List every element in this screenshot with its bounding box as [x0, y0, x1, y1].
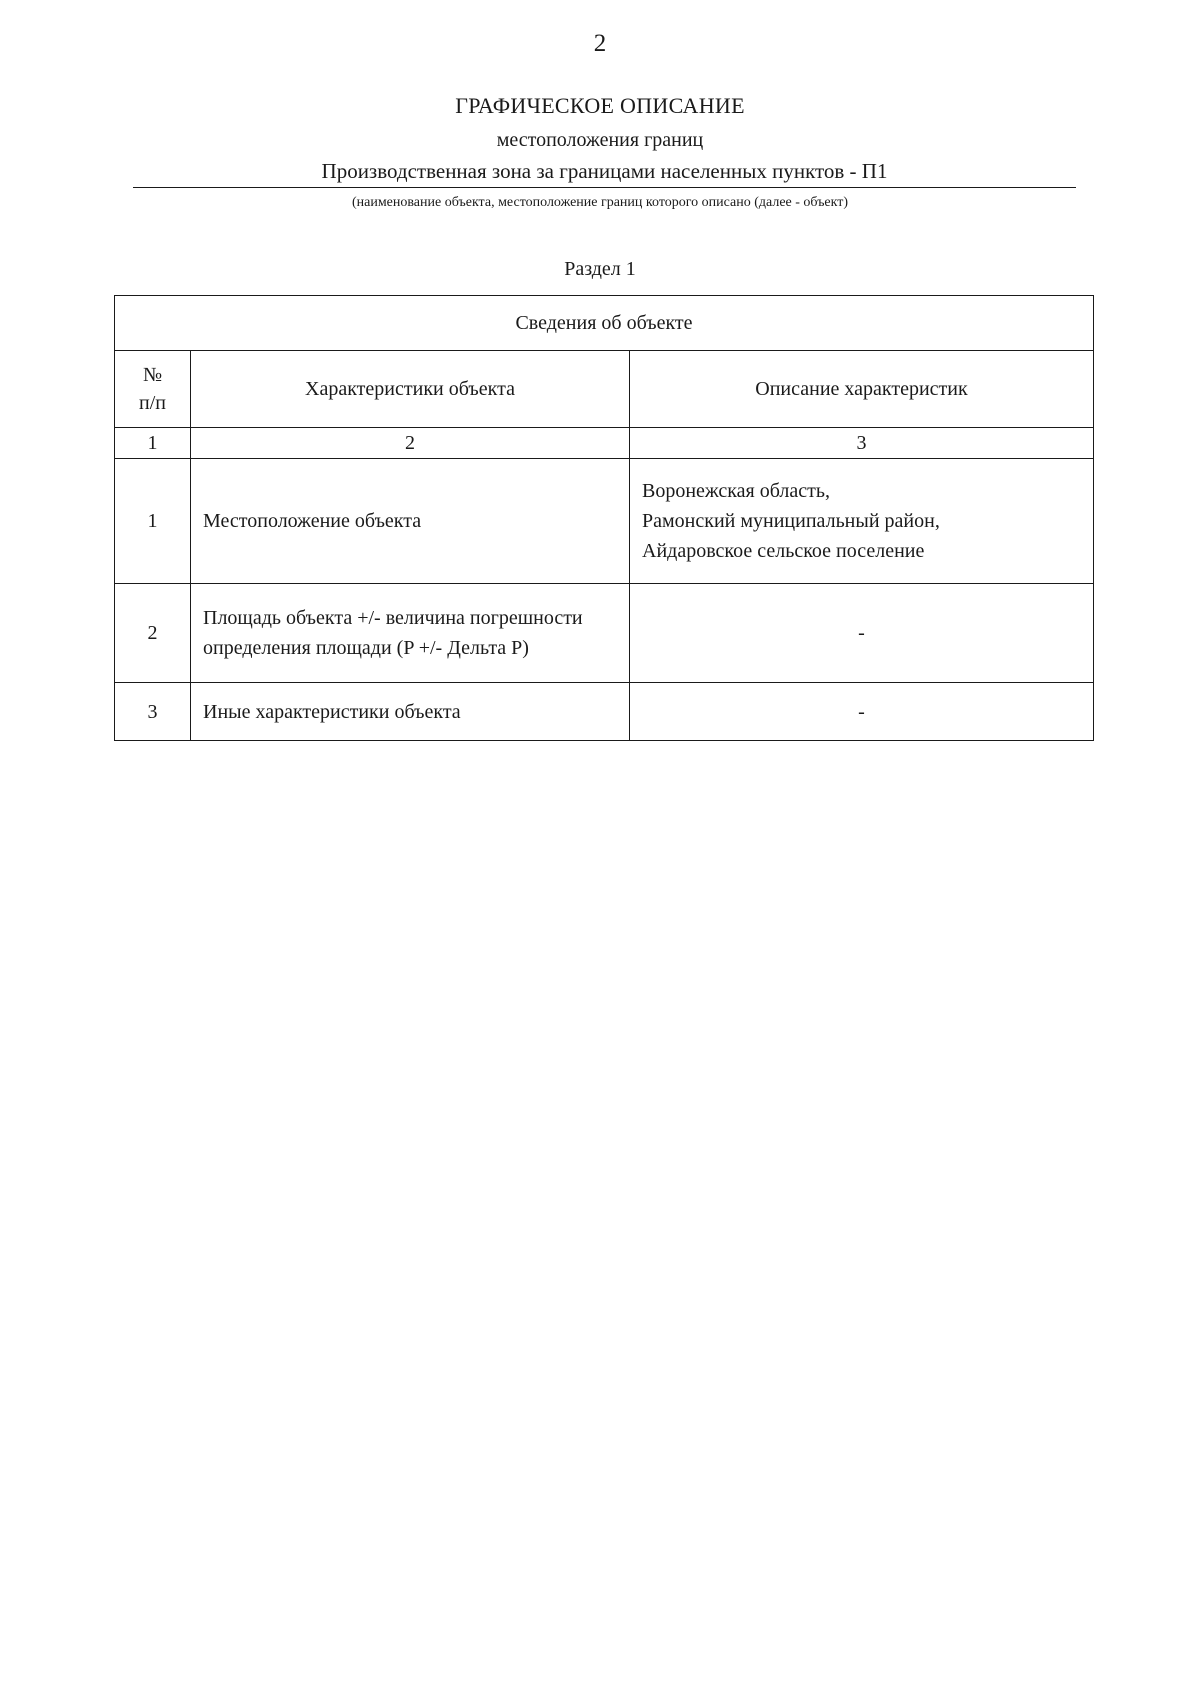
column-number: 2	[191, 428, 630, 459]
document-subtitle: местоположения границ	[496, 129, 704, 151]
row-characteristic: Площадь объекта +/- величина погрешности определения площади (P +/- Дельта P)	[191, 584, 630, 683]
table-section-row	[115, 296, 1094, 351]
table-row	[115, 584, 1094, 683]
document-title: ГРАФИЧЕСКОЕ ОПИСАНИЕ	[455, 93, 745, 118]
row-description: Воронежская область, Рамонский муниципальный район, Айдаровское сельское поселение	[630, 459, 1094, 584]
table-header-row	[115, 351, 1094, 428]
header-num: № п/п	[115, 351, 191, 428]
object-name: Производственная зона за границами населенных пунктов - П1	[133, 159, 1076, 188]
table-row	[115, 459, 1094, 584]
table-row	[115, 683, 1094, 741]
column-number: 1	[115, 428, 191, 459]
row-num: 1	[115, 459, 191, 584]
row-characteristic: Иные характеристики объекта	[191, 683, 630, 741]
row-num: 2	[115, 584, 191, 683]
object-name-caption: (наименование объекта, местоположение границ которого описано (далее - объект)	[351, 195, 849, 210]
table-section-title: Сведения об объекте	[115, 296, 1094, 351]
row-characteristic: Местоположение объекта	[191, 459, 630, 584]
table-column-numbers-row	[115, 428, 1094, 459]
row-num: 3	[115, 683, 191, 741]
object-info-table	[114, 295, 1094, 741]
row-description: -	[630, 584, 1094, 683]
header-description: Описание характеристик	[630, 351, 1094, 428]
row-description: -	[630, 683, 1094, 741]
column-number: 3	[630, 428, 1094, 459]
section-label: Раздел 1	[564, 258, 636, 280]
header-characteristic: Характеристики объекта	[191, 351, 630, 428]
page-number: 2	[593, 30, 607, 57]
